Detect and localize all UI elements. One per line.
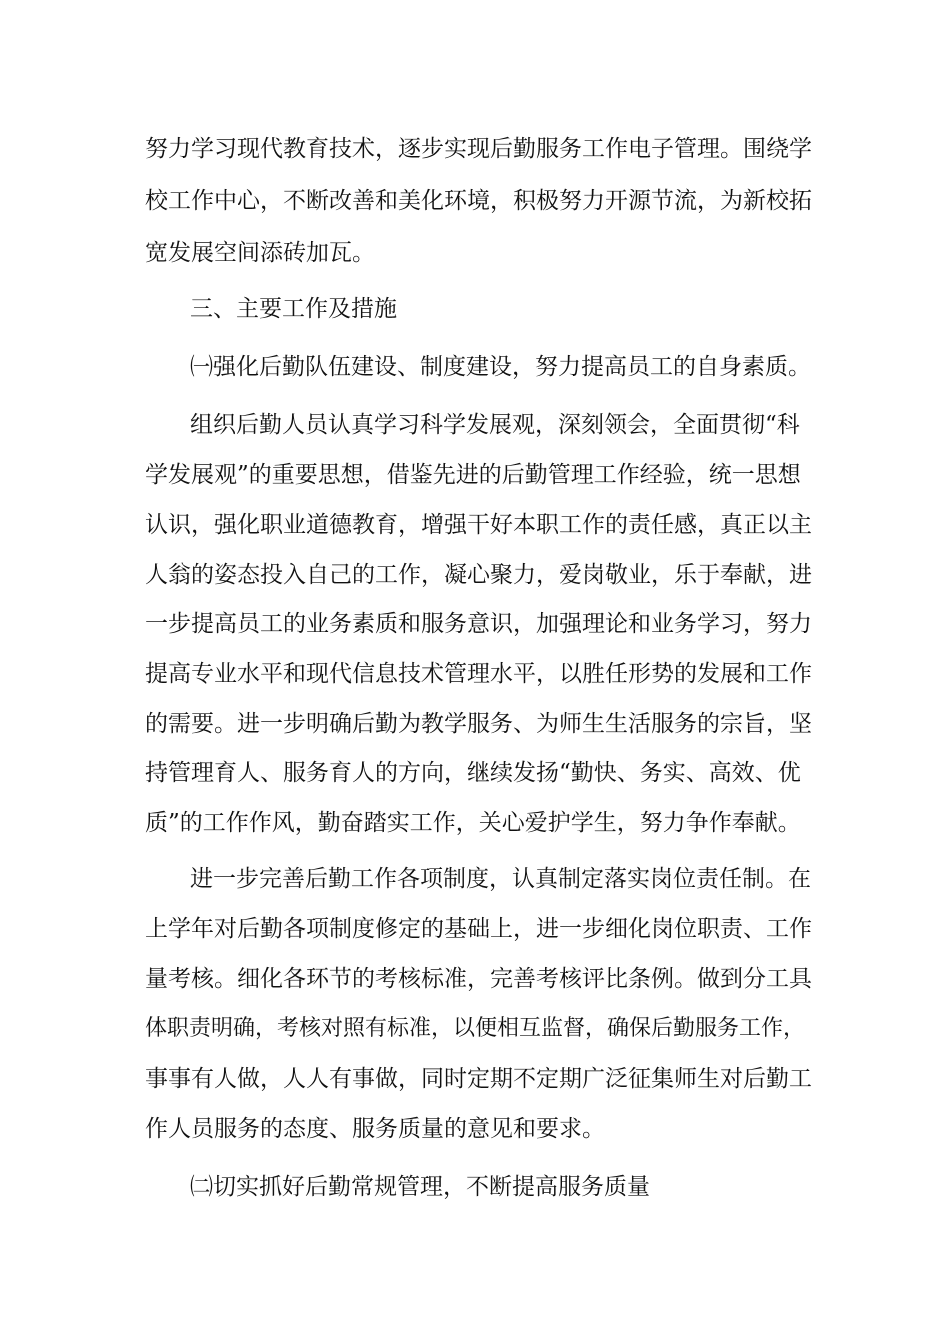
text-line: 持管理育人、服务育人的方向，继续发扬“勤快、务实、高效、优 — [145, 760, 801, 786]
text-line: 学发展观”的重要思想，借鉴先进的后勤管理工作经验，统一思想 — [145, 462, 801, 488]
text-line: 上学年对后勤各项制度修定的基础上，进一步细化岗位职责、工作 — [145, 916, 812, 942]
text-line: 一步提高员工的业务素质和服务意识，加强理论和业务学习，努力 — [145, 611, 812, 637]
text-line: 校工作中心，不断改善和美化环境，积极努力开源节流，为新校拓 — [145, 188, 812, 214]
subsection-heading: ㈡切实抓好后勤常规管理，不断提高服务质量 — [190, 1174, 650, 1200]
text-line: 宽发展空间添砖加瓦。 — [145, 240, 375, 266]
text-line: 进一步完善后勤工作各项制度，认真制定落实岗位责任制。在 — [190, 866, 811, 892]
text-line: 质”的工作作风，勤奋踏实工作，关心爱护学生，努力争作奉献。 — [145, 810, 801, 836]
text-line: 组织后勤人员认真学习科学发展观，深刻领会，全面贯彻“科 — [190, 412, 800, 438]
text-line: 人翁的姿态投入自己的工作，凝心聚力，爱岗敬业，乐于奉献，进 — [145, 562, 812, 588]
subsection-heading: ㈠强化后勤队伍建设、制度建设，努力提高员工的自身素质。 — [190, 354, 811, 380]
text-line: 作人员服务的态度、服务质量的意见和要求。 — [145, 1116, 605, 1142]
text-line: 认识，强化职业道德教育，增强干好本职工作的责任感，真正以主 — [145, 512, 812, 538]
text-line: 提高专业水平和现代信息技术管理水平，以胜任形势的发展和工作 — [145, 661, 812, 687]
text-line: 努力学习现代教育技术，逐步实现后勤服务工作电子管理。围绕学 — [145, 136, 812, 162]
text-line: 体职责明确，考核对照有标准，以便相互监督，确保后勤服务工作， — [145, 1016, 806, 1041]
section-heading: 三、主要工作及措施 — [190, 296, 397, 322]
text-line: 的需要。进一步明确后勤为教学服务、为师生生活服务的宗旨，坚 — [145, 711, 812, 737]
text-line: 事事有人做，人人有事做，同时定期不定期广泛征集师生对后勤工 — [145, 1066, 812, 1092]
text-line: 量考核。细化各环节的考核标准，完善考核评比条例。做到分工具 — [145, 966, 812, 992]
